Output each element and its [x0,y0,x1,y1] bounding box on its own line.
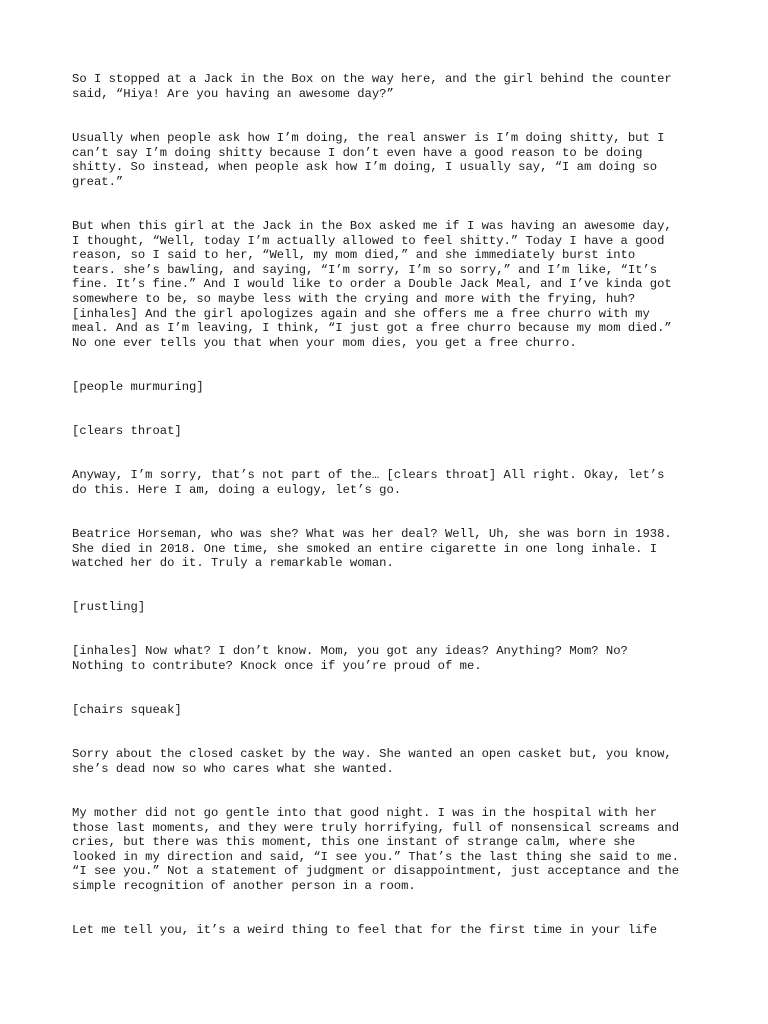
stage-direction-rustling: [rustling] [72,600,146,614]
paragraph-beatrice: Beatrice Horseman, who was she? What was her deal? Well, Uh, she was born in 1938. She died in 2018. One time, she smoked an entire cigarette in one long inhale. I watched her do it. Truly a remarkable woman. [72,527,672,571]
stage-direction-murmuring: [people murmuring] [72,380,204,394]
paragraph-weird-thing: Let me tell you, it’s a weird thing to feel that for the first time in your life [72,923,658,937]
stage-direction-chairs: [chairs squeak] [72,703,182,717]
paragraph-i-see-you: My mother did not go gentle into that good night. I was in the hospital with her those last moments, and they were truly horrifying, full of nonsensical screams and cries, but there was this moment, this one instant of strange calm, where she looked in my direction and said, “I see you.” That’s the last thing she said to me. “I see you.” Not a statement of judgment or disappointment, just acceptance and the simple recognition of another person in a room. [72,806,680,893]
paragraph-jack-in-the-box: So I stopped at a Jack in the Box on the way here, and the girl behind the counter said, “Hiya! Are you having an awesome day?” [72,72,672,101]
stage-direction-clears-throat: [clears throat] [72,424,182,438]
paragraph-doing-shitty: Usually when people ask how I’m doing, the real answer is I’m doing shitty, but I can’t say I’m doing shitty because I don’t even have a good reason to be doing shitty. So instead, when people ask how I’m doing, I usually say, “I am doing so great.” [72,131,665,189]
paragraph-eulogy-start: Anyway, I’m sorry, that’s not part of the… [clears throat] All right. Okay, let’s do this. Here I am, doing a eulogy, let’s go. [72,468,665,497]
paragraph-now-what: [inhales] Now what? I don’t know. Mom, you got any ideas? Anything? Mom? No? Nothing to contribute? Knock once if you’re proud of me. [72,644,628,673]
paragraph-free-churro: But when this girl at the Jack in the Box asked me if I was having an awesome day, I thought, “Well, today I’m actually allowed to feel shitty.” Today I have a good reason, so I said to her, “Well, my mom died,” and she immediately burst into tears. she’s bawling, and saying, “I’m sorry, I’m so sorry,” and I’m like, “It’s fine. It’s fine.” And I would like to order a Double Jack Meal, and I’ve kinda got somewhere to be, so maybe less with the crying and more with the frying, huh? [inhales] And the girl apologizes again and she offers me a free churro with my meal. And as I’m leaving, I think, “I just got a free churro because my mom died.” No one ever tells you that when your mom dies, you get a free churro. [72,219,672,350]
paragraph-closed-casket: Sorry about the closed casket by the way. She wanted an open casket but, you know, she’s dead now so who cares what she wanted. [72,747,672,776]
